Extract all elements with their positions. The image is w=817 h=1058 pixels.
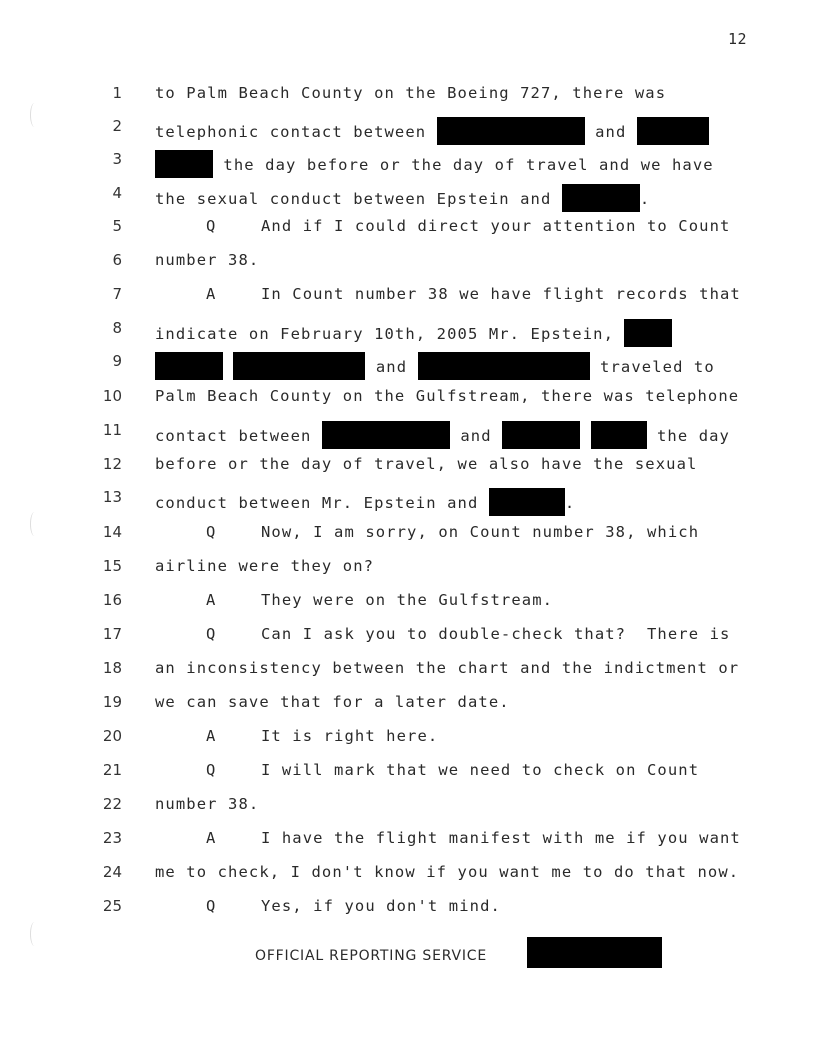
- text-segment: .: [564, 494, 576, 512]
- line-text: [206, 625, 730, 643]
- transcript-line: [0, 285, 817, 319]
- text-segment: me to check, I don't know if you want me to do that now.: [155, 863, 740, 881]
- redaction-block: [322, 421, 450, 449]
- line-number: 4: [112, 184, 122, 202]
- transcript-line: [0, 863, 817, 897]
- line-text: [155, 863, 739, 881]
- line-text: [155, 84, 666, 102]
- line-text: [155, 117, 709, 145]
- text-segment: .: [639, 190, 651, 208]
- text-segment: [580, 427, 590, 445]
- speaker-label: A: [206, 727, 217, 745]
- text-segment: indicate on February 10th, 2005 Mr. Epstein,: [155, 325, 625, 343]
- transcript-line: [0, 897, 817, 931]
- speaker-label: A: [206, 829, 217, 847]
- text-segment: traveled to: [589, 358, 715, 376]
- page-number: 12: [728, 30, 748, 48]
- line-number: 21: [102, 761, 122, 779]
- redaction-block: [155, 150, 213, 178]
- speaker-label: A: [206, 591, 217, 609]
- transcript-line: [0, 117, 817, 151]
- transcript-line: [0, 727, 817, 761]
- transcript-line: [0, 251, 817, 285]
- line-text: [155, 488, 575, 516]
- text-segment: number 38.: [155, 795, 260, 813]
- transcript-line: [0, 217, 817, 251]
- transcript-line: [0, 557, 817, 591]
- line-number: 23: [102, 829, 122, 847]
- transcript-line: [0, 523, 817, 557]
- text-segment: Can I ask you to double-check that? There is: [261, 625, 731, 643]
- text-segment: conduct between Mr. Epstein and: [155, 494, 489, 512]
- line-text: [155, 150, 714, 178]
- line-number: 16: [102, 591, 122, 609]
- redaction-block: [155, 352, 223, 380]
- transcript-line: [0, 387, 817, 421]
- line-number: 8: [112, 319, 122, 337]
- line-number: 10: [102, 387, 122, 405]
- text-segment: In Count number 38 we have flight records that: [261, 285, 741, 303]
- line-text: [206, 727, 438, 745]
- speaker-label: Q: [206, 523, 217, 541]
- redaction-block: [489, 488, 565, 516]
- redaction-block: [624, 319, 672, 347]
- line-text: [155, 184, 650, 212]
- line-text: [155, 659, 739, 677]
- transcript-line: [0, 184, 817, 218]
- line-number: 20: [102, 727, 122, 745]
- redaction-block: [437, 117, 585, 145]
- line-text: [155, 319, 672, 347]
- line-number: 9: [112, 352, 122, 370]
- transcript-line: [0, 625, 817, 659]
- line-number: 15: [102, 557, 122, 575]
- transcript-line: [0, 455, 817, 489]
- redaction-block: [418, 352, 590, 380]
- speaker-label: Q: [206, 217, 217, 235]
- transcript-line: [0, 352, 817, 386]
- line-text: [155, 251, 259, 269]
- text-segment: we can save that for a later date.: [155, 693, 510, 711]
- line-number: 2: [112, 117, 122, 135]
- speaker-label: A: [206, 285, 217, 303]
- transcript-line: [0, 591, 817, 625]
- text-segment: Yes, if you don't mind.: [261, 897, 501, 915]
- text-segment: They were on the Gulfstream.: [261, 591, 554, 609]
- line-number: 24: [102, 863, 122, 881]
- speaker-label: Q: [206, 897, 217, 915]
- text-segment: and: [449, 427, 503, 445]
- line-number: 19: [102, 693, 122, 711]
- transcript-line: [0, 150, 817, 184]
- line-text: [155, 455, 697, 473]
- line-number: 6: [112, 251, 122, 269]
- line-text: [206, 897, 501, 915]
- line-number: 5: [112, 217, 122, 235]
- text-segment: and: [365, 358, 418, 376]
- line-number: 3: [112, 150, 122, 168]
- text-segment: telephonic contact between: [155, 123, 437, 141]
- line-text: [206, 829, 741, 847]
- text-segment: Palm Beach County on the Gulfstream, there was telephone: [155, 387, 740, 405]
- text-segment: the day: [646, 427, 730, 445]
- line-text: [206, 591, 553, 609]
- transcript-line: [0, 829, 817, 863]
- line-number: 11: [102, 421, 122, 439]
- line-text: [155, 387, 739, 405]
- transcript-line: [0, 84, 817, 118]
- line-number: 12: [102, 455, 122, 473]
- text-segment: an inconsistency between the chart and the indictment or: [155, 659, 740, 677]
- text-segment: before or the day of travel, we also have the sexual: [155, 455, 698, 473]
- footer-label: OFFICIAL REPORTING SERVICE: [255, 948, 488, 964]
- text-segment: the sexual conduct between Epstein and: [155, 190, 562, 208]
- line-text: [155, 693, 510, 711]
- text-segment: I have the flight manifest with me if you want: [261, 829, 741, 847]
- speaker-label: Q: [206, 761, 217, 779]
- redaction-block: [562, 184, 640, 212]
- line-number: 25: [102, 897, 122, 915]
- line-number: 18: [102, 659, 122, 677]
- transcript-line: [0, 761, 817, 795]
- line-text: [206, 285, 741, 303]
- transcript-line: [0, 421, 817, 455]
- line-number: 14: [102, 523, 122, 541]
- line-text: [206, 761, 699, 779]
- line-text: [155, 557, 374, 575]
- text-segment: and: [584, 123, 637, 141]
- line-text: [155, 352, 715, 380]
- line-text: [155, 421, 730, 449]
- redaction-block: [527, 937, 662, 968]
- text-segment: It is right here.: [261, 727, 439, 745]
- text-segment: contact between: [155, 427, 322, 445]
- transcript-line: [0, 659, 817, 693]
- text-segment: to Palm Beach County on the Boeing 727, there was: [155, 84, 667, 102]
- text-segment: the day before or the day of travel and we have: [213, 156, 714, 174]
- redaction-block: [637, 117, 709, 145]
- line-text: [206, 217, 730, 235]
- transcript-line: [0, 488, 817, 522]
- text-segment: number 38.: [155, 251, 260, 269]
- redaction-block: [502, 421, 580, 449]
- redaction-block: [233, 352, 365, 380]
- transcript-line: [0, 693, 817, 727]
- line-number: 13: [102, 488, 122, 506]
- text-segment: And if I could direct your attention to Count: [261, 217, 731, 235]
- transcript-line: [0, 319, 817, 353]
- line-number: 17: [102, 625, 122, 643]
- text-segment: airline were they on?: [155, 557, 375, 575]
- line-text: [155, 795, 259, 813]
- line-text: [206, 523, 699, 541]
- text-segment: [223, 358, 233, 376]
- text-segment: Now, I am sorry, on Count number 38, which: [261, 523, 700, 541]
- line-number: 22: [102, 795, 122, 813]
- redaction-block: [591, 421, 647, 449]
- speaker-label: Q: [206, 625, 217, 643]
- line-number: 7: [112, 285, 122, 303]
- line-number: 1: [112, 84, 122, 102]
- text-segment: I will mark that we need to check on Count: [261, 761, 700, 779]
- transcript-line: [0, 795, 817, 829]
